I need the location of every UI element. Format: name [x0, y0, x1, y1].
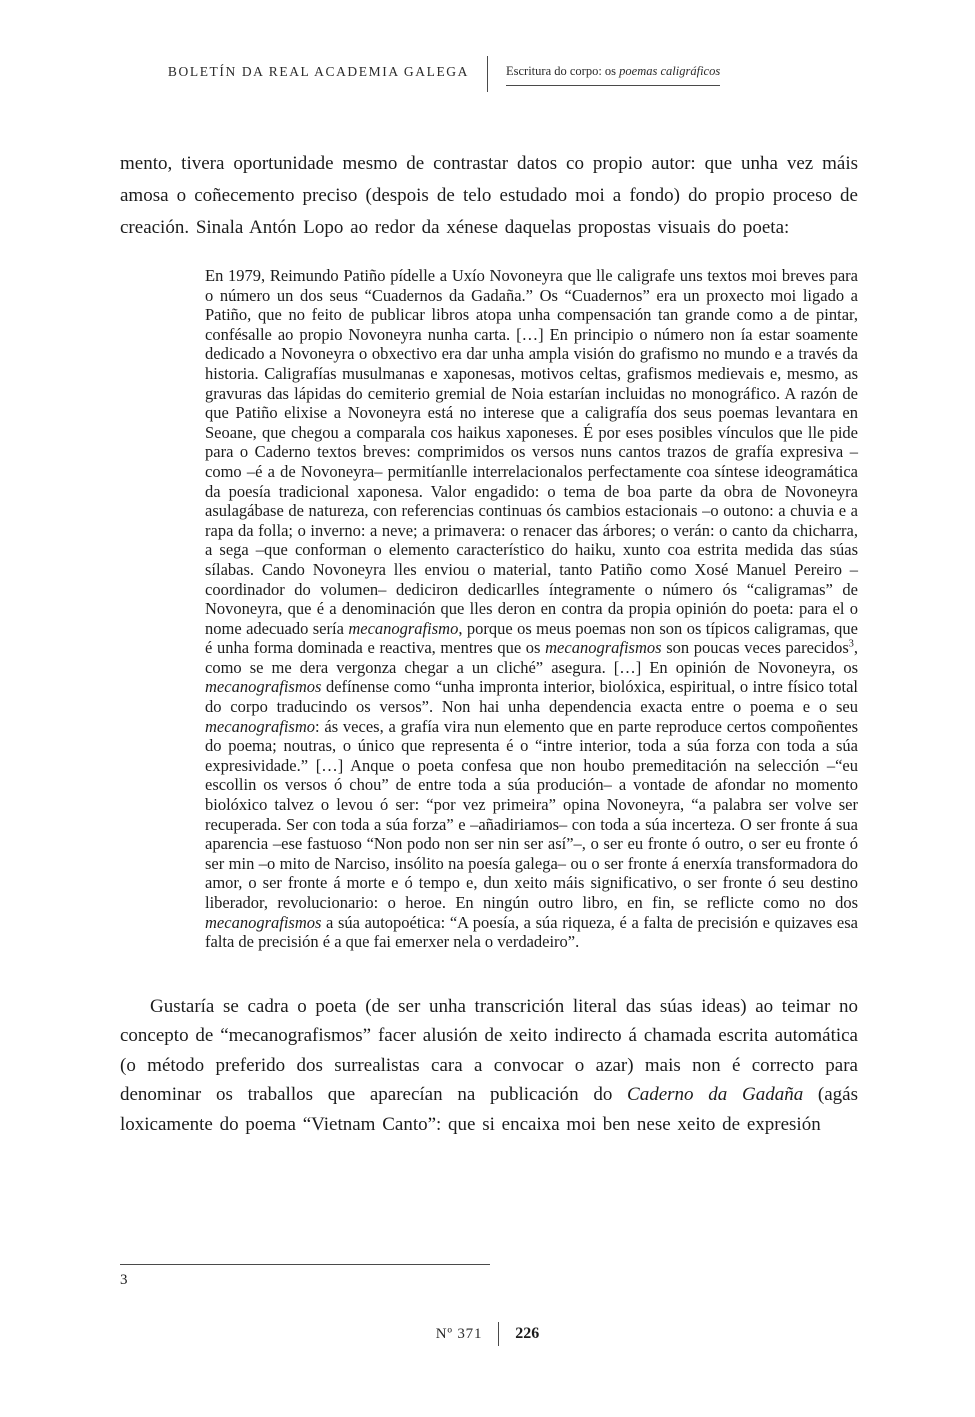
journal-title: BOLETÍN DA REAL ACADEMIA GALEGA	[167, 64, 469, 79]
paragraph-intro: mento, tivera oportunidade mesmo de contrastar datos co propio autor: que unha vez máis amosa o coñecemento preciso (despois de telo estudado moi a fondo) do propio proceso de creación. Sinala Antón Lopo ao redor da xénese daquelas propostas visuais do poeta:	[120, 153, 858, 238]
article-title: Escritura do corpo: os poemas caligráficos	[506, 64, 720, 86]
paragraph-closing: Gustaría se cadra o poeta (de ser unha transcrición literal das súas ideas) ao teimar no concepto de “mecanografismos” facer alusión de xeito indirecto á chamada escrita automática (o método preferido dos surrealistas cara a convocar o azar) mais non é correcto para denominar os traballos que aparecían na publicación do Caderno da Gadaña (agás loxicamente do poema “Vietnam Canto”: que si encaixa moi ben nese xeito de expresión	[120, 995, 859, 1135]
footnote-rule	[120, 1264, 490, 1265]
page-body	[120, 148, 858, 1139]
issue-number: Nº 371	[435, 1325, 483, 1342]
article-title-block	[488, 56, 858, 86]
block-quote: En 1979, Reimundo Patiño pídelle a Uxío Novoneyra que lle caligrafe uns textos moi breves para o número un dos seus “Cuadernos da Gadaña.” Os “Cuadernos” era un proxecto moi ligado a Patiño, que no feito de publicar libros atopa unha compensación tan grande como a de pintar, confésalle ao propio Novoneyra nunha carta. […] En principio o número non ía estar soamente dedicado a Novoneyra o obxectivo era dar unha ampla visión do grafismo no mundo e a través da historia. Caligrafías musulmanas e xaponesas, motivos celtas, grafismos medievais e, mesmo, as gravuras das lápidas do cemiterio gremial de Noia estarían incluidas no monográfico. A razón de que Patiño elixise a Novoneyra está no interese que a caligrafía dos seus poemas levantara en Seoane, que chegou a comparala cos haikus xaponeses. É por eses posibles vínculos que lle pide para o Caderno textos breves: comprimidos os versos nuns cantos trazos de grafía expresiva –como –é a de Novoneyra– permitíanlle interrelacionalos perfectamente coa síntese ideogramática da poesía tradicional xaponesa. Valor engadido: o tema de boa parte da obra de Novoneyra asulagábase de natureza, con referencias continuas ós cambios estacionais –o outono: a chuvia e a rapa da folla; o inverno: a neve; a primavera: o renacer das árbores; o verán: o canto da chicharra, a sega –que conforman o elemento característico do haiku, xunto coa estrita medida das súas sílabas. Cando Novoneyra lles enviou o material, tanto Patiño como Xosé Manuel Pereiro –coordinador do volumen– dediciron dedicarlles íntegramente o número ós “caligramas” de Novoneyra, que é a denominación que lles deron en contra da propia opinión do poeta: para el o nome adecuado sería mecanografismo, porque os meus poemas non son os típicos caligramas, que é unha forma dominada e reactiva, mentres que os mecanografismos son poucas veces parecidos$^3$, como se me dera vergonza chegar a un cliché” asegura. […] En opinión de Novoneyra, os mecanografismos defínense como “unha impronta interior, biolóxica, espiritual, o intre físico total do corpo traducindo os versos”. Non hai unha dependencia exacta entre o poema e o seu mecanografismo: ás veces, a grafía vira nun elemento que en parte reproduce certos compoñentes do poema; noutras, o único que representa é o “intre interior, toda a súa forza con toda a súa expresividade.” […] Anque o poeta confesa que non houbo premeditación na selección –“eu escollin os versos ó chou” de entre toda a súa produción– a vontade de afondar no momento biolóxico talvez o levou ó ser: “por vez primeira” opina Novoneyra, “a palabra ser volve ser recuperada. Ser con toda a súa forza” e –añadiriamos– con toda a súa incerteza. O ser fronte á sua aparencia –ese fastuoso “Non podo non ser nin ser así”–, o ser eu fronte ó outro, o ser eu fronte ó ser min –o mito de Narciso, insólito na poesía galega– ou o ser fronte á enerxía transformadora do amor, o ser fronte á morte e ó tempo e, dun xeito máis significativo, o ser fronte ó seu destino liberador, revolucionario: o heroe. En ningún outro libro, en fin, se reflicte como no dos mecanografismos a súa autopoética: “A poesía, a súa riqueza, é a falta de precisión e quizaves esa falta de precisión é a que fai emerxer nela o verdadeiro”.	[205, 266, 858, 952]
page-number: 226	[515, 1325, 540, 1342]
footnote-area	[120, 1264, 490, 1289]
footnote-number: 3	[120, 1272, 128, 1288]
page-footer	[0, 1322, 975, 1346]
page-header	[0, 56, 975, 92]
